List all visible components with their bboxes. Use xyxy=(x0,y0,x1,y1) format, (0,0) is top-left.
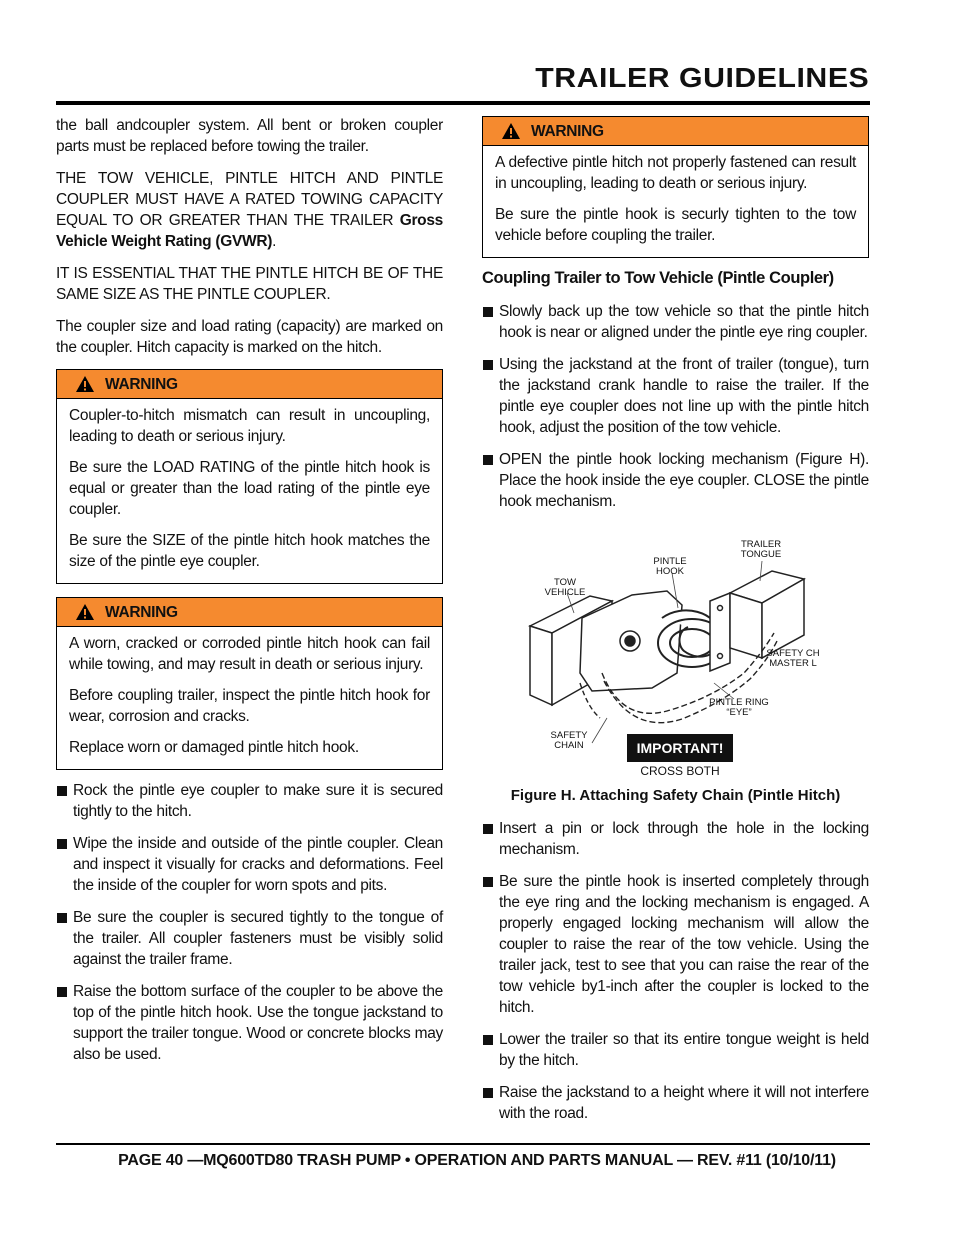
warning-label: WARNING xyxy=(531,122,604,140)
warning-triangle-icon xyxy=(75,375,95,393)
pintle-hitch-figure xyxy=(482,523,869,778)
list-item: Slowly back up the tow vehicle so that the pintle hitch hook is near or aligned under the pintle eye ring coupler. xyxy=(482,301,869,343)
list-item: Be sure the coupler is secured tightly to the tongue of the trailer. All coupler fasteners must be visibly solid against the trailer frame. xyxy=(56,907,443,970)
warning-text: Coupler-to-hitch mismatch can result in uncoupling, leading to death or serious injury. xyxy=(69,407,430,445)
label-tow-vehicle: TOW VEHICLE xyxy=(544,577,586,598)
warning-triangle-icon xyxy=(501,122,521,140)
warning-label: WARNING xyxy=(105,375,178,393)
warning-text: Be sure the SIZE of the pintle hitch hook matches the size of the pintle eye coupler. xyxy=(69,532,430,570)
warning-box xyxy=(56,597,443,770)
warning-triangle-icon xyxy=(75,603,95,621)
warning-box xyxy=(56,369,443,584)
warning-body xyxy=(57,399,442,583)
bullet-list xyxy=(56,780,443,1065)
warning-body xyxy=(57,627,442,769)
page-title: TRAILER GUIDELINES xyxy=(535,62,869,93)
list-item: Insert a pin or lock through the hole in the locking mechanism. xyxy=(482,818,869,860)
warning-header xyxy=(483,117,868,146)
footer-rule xyxy=(56,1143,870,1145)
paragraph-caps: THE TOW VEHICLE, PINTLE HITCH AND PINTLE COUPLER MUST HAVE A RATED TOWING CAPACITY EQUAL TO OR GREATER THAN THE TRAILER Gross Vehicle Weight Rating (GVWR). xyxy=(56,170,443,250)
paragraph: the ball andcoupler system. All bent or broken coupler parts must be replaced before towing the trailer. xyxy=(56,117,443,155)
list-item: Lower the trailer so that its entire tongue weight is held by the hitch. xyxy=(482,1029,869,1071)
section-subheading: Coupling Trailer to Tow Vehicle (Pintle Coupler) xyxy=(482,269,834,287)
page-footer: PAGE 40 —MQ600TD80 TRASH PUMP • OPERATION AND PARTS MANUAL — REV. #11 (10/10/11) xyxy=(118,1152,836,1169)
label-cross-both: CROSS BOTH xyxy=(640,764,720,778)
label-pintle-ring: PINTLE RING “EYE” xyxy=(709,697,769,718)
warning-text: A worn, cracked or corroded pintle hitch hook can fail while towing, and may result in death or serious injury. xyxy=(69,635,430,673)
warning-text: Replace worn or damaged pintle hitch hook. xyxy=(69,739,359,756)
warning-box xyxy=(482,116,869,258)
trailer-tongue xyxy=(730,571,804,658)
label-safety-chain: SAFETY CHAIN xyxy=(550,730,588,751)
warning-header xyxy=(57,598,442,627)
left-column xyxy=(56,115,443,1076)
header-rule xyxy=(56,101,870,105)
warning-header xyxy=(57,370,442,399)
warning-text: Be sure the pintle hook is securly tighten to the tow vehicle before coupling the trailer. xyxy=(495,206,856,244)
right-column xyxy=(482,116,869,1135)
gvwr-bold: Gross Vehicle Weight Rating (GVWR) xyxy=(56,212,443,250)
figure-caption: Figure H. Attaching Safety Chain (Pintle Hitch) xyxy=(510,787,841,804)
list-item: Raise the bottom surface of the coupler to be above the top of the pintle hitch hook. Use the tongue jackstand to support the trailer tongue. Wood or concrete blocks may also be used. xyxy=(56,981,443,1065)
label-pintle-hook: PINTLE HOOK xyxy=(653,556,687,577)
label-trailer-tongue: TRAILER TONGUE xyxy=(740,539,782,560)
important-badge: IMPORTANT! xyxy=(636,740,724,756)
list-item: Be sure the pintle hook is inserted completely through the eye ring and the locking mechanism is engaged. A properly engaged locking mechanism will allow the coupler to raise the rear of the tow vehicle. Using the trailer jack, test to see that you can raise the rear of the tow vehicle by1-inch after the coupler is locked to the hitch. xyxy=(482,871,869,1018)
warning-text: Before coupling trailer, inspect the pintle hitch hook for wear, corrosion and cracks. xyxy=(69,687,430,725)
warning-text: A defective pintle hitch not properly fastened can result in uncoupling, leading to death or serious injury. xyxy=(495,154,856,192)
bullet-list xyxy=(482,301,869,512)
warning-body xyxy=(483,146,868,257)
paragraph: The coupler size and load rating (capacity) are marked on the coupler. Hitch capacity is marked on the hitch. xyxy=(56,318,443,356)
paragraph-caps: IT IS ESSENTIAL THAT THE PINTLE HITCH BE OF THE SAME SIZE AS THE PINTLE COUPLER. xyxy=(56,265,443,303)
list-item: OPEN the pintle hook locking mechanism (Figure H). Place the hook inside the eye coupler. CLOSE the pintle hook mechanism. xyxy=(482,449,869,512)
warning-label: WARNING xyxy=(105,603,178,621)
list-item: Raise the jackstand to a height where it will not interfere with the road. xyxy=(482,1082,869,1124)
list-item: Wipe the inside and outside of the pintle coupler. Clean and inspect it visually for cracks and deformations. Feel the inside of the coupler for worn spots and pits. xyxy=(56,833,443,896)
list-item: Using the jackstand at the front of trailer (tongue), turn the jackstand crank handle to raise the trailer. If the pintle eye coupler does not line up with the pintle hitch hook, adjust the position of the tow vehicle. xyxy=(482,354,869,438)
list-item: Rock the pintle eye coupler to make sure it is secured tightly to the hitch. xyxy=(56,780,443,822)
warning-text: Be sure the LOAD RATING of the pintle hitch hook is equal or greater than the load rating of the pintle eye coupler. xyxy=(69,459,430,518)
label-safety-chain-master-link: SAFETY CH MASTER L xyxy=(766,649,820,669)
coupler-bracket xyxy=(710,593,730,671)
bullet-list xyxy=(482,818,869,1124)
